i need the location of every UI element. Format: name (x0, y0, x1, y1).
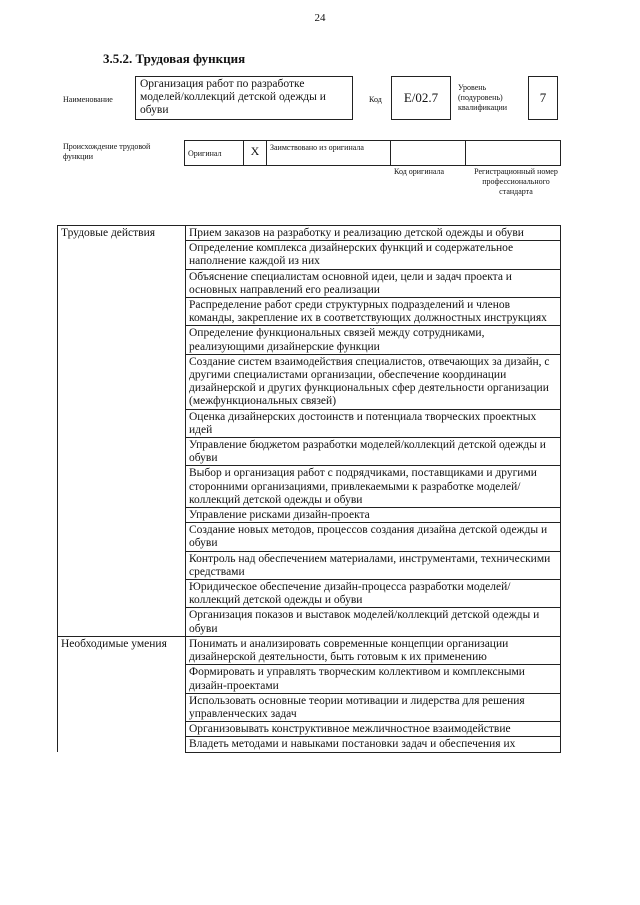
item-cell: Формировать и управлять творческим коллективом и комплексными дизайн-проектами (186, 665, 561, 693)
code-original-cell (390, 140, 466, 166)
category-cell: Необходимые умения (58, 636, 186, 664)
function-name-value: Организация работ по разработке моделей/коллекций детской одежды и обуви (135, 76, 353, 120)
table-row (58, 693, 561, 721)
table-row (58, 326, 561, 354)
item-cell: Использовать основные теории мотивации и лидерства для решения управленческих задач (186, 693, 561, 721)
table-row (58, 438, 561, 466)
item-cell: Выбор и организация работ с подрядчиками, поставщиками и другими сторонними организациями, привлекаемыми к разработке моделей/коллекций детской одежды и обуви (186, 466, 561, 508)
reg-number-cell (465, 140, 561, 166)
item-cell: Управление рисками дизайн-проекта (186, 508, 561, 523)
category-cell (58, 241, 186, 269)
category-cell (58, 508, 186, 523)
item-cell: Определение функциональных связей между сотрудниками, реализующими дизайнерские функции (186, 326, 561, 354)
table-row (58, 226, 561, 241)
category-cell (58, 326, 186, 354)
code-original-label: Код оригинала (394, 167, 445, 176)
table-row (58, 241, 561, 269)
table-row (58, 523, 561, 551)
borrowed-cell: Заимствовано из оригинала (266, 140, 391, 166)
item-cell: Создание новых методов, процессов создания дизайна детской одежды и обуви (186, 523, 561, 551)
table-row (58, 608, 561, 636)
table-row (58, 551, 561, 579)
item-cell: Контроль над обеспечением материалами, инструментами, техническими средствами (186, 551, 561, 579)
category-cell (58, 466, 186, 508)
original-cell: Оригинал (184, 140, 244, 166)
item-cell: Определение комплекса дизайнерских функций и содержательное наполнение каждой из них (186, 241, 561, 269)
category-cell (58, 580, 186, 608)
item-cell: Объяснение специалистам основной идеи, цели и задач проекта и основных направлений его реализации (186, 269, 561, 297)
item-cell: Создание систем взаимодействия специалистов, отвечающих за дизайн, с другими специалистами организации, обеспечение координации дизайнерской и других функциональных сфер деятельности организации (межфункциональных связей) (186, 354, 561, 409)
category-cell: Трудовые действия (58, 226, 186, 241)
origin-row (184, 140, 560, 166)
code-label: Код (369, 95, 382, 104)
item-cell: Владеть методами и навыками постановки задач и обеспечения их (186, 737, 561, 752)
table-row (58, 466, 561, 508)
name-label: Наименование (63, 95, 113, 104)
table-row (58, 354, 561, 409)
item-cell: Распределение работ среди структурных подразделений и членов команды, закрепление их в соответствующих должностных инструкциях (186, 298, 561, 326)
reg-number-label: Регистрационный номер профессионального стандарта (474, 167, 558, 196)
table-row (58, 298, 561, 326)
category-cell (58, 693, 186, 721)
table-row (58, 636, 561, 664)
item-cell: Управление бюджетом разработки моделей/коллекций детской одежды и обуви (186, 438, 561, 466)
item-cell: Прием заказов на разработку и реализацию детской одежды и обуви (186, 226, 561, 241)
table-row (58, 269, 561, 297)
category-cell (58, 665, 186, 693)
level-label: Уровень (подуровень) квалификации (458, 83, 508, 112)
category-cell (58, 298, 186, 326)
table-row (58, 665, 561, 693)
category-cell (58, 551, 186, 579)
category-cell (58, 737, 186, 752)
table-row (58, 508, 561, 523)
category-cell (58, 722, 186, 737)
code-value: E/02.7 (391, 76, 451, 120)
category-cell (58, 523, 186, 551)
table-row (58, 722, 561, 737)
page-number: 24 (314, 12, 326, 24)
item-cell: Оценка дизайнерских достоинств и потенциала творческих проектных идей (186, 409, 561, 437)
table-row (58, 580, 561, 608)
item-cell: Юридическое обеспечение дизайн-процесса разработки моделей/коллекций детской одежды и обуви (186, 580, 561, 608)
category-cell (58, 354, 186, 409)
item-cell: Организация показов и выставок моделей/коллекций детской одежды и обуви (186, 608, 561, 636)
table-row (58, 737, 561, 752)
origin-label: Происхождение трудовой функции (63, 142, 151, 161)
category-cell (58, 409, 186, 437)
item-cell: Организовывать конструктивное межличностное взаимодействие (186, 722, 561, 737)
category-cell (58, 438, 186, 466)
category-cell (58, 269, 186, 297)
original-mark: X (243, 140, 267, 166)
level-value: 7 (528, 76, 558, 120)
table-row (58, 409, 561, 437)
labor-function-table (57, 225, 561, 753)
category-cell (58, 608, 186, 636)
section-title: 3.5.2. Трудовая функция (103, 51, 246, 66)
item-cell: Понимать и анализировать современные концепции организации дизайнерской деятельности, быть готовым к их применению (186, 636, 561, 664)
